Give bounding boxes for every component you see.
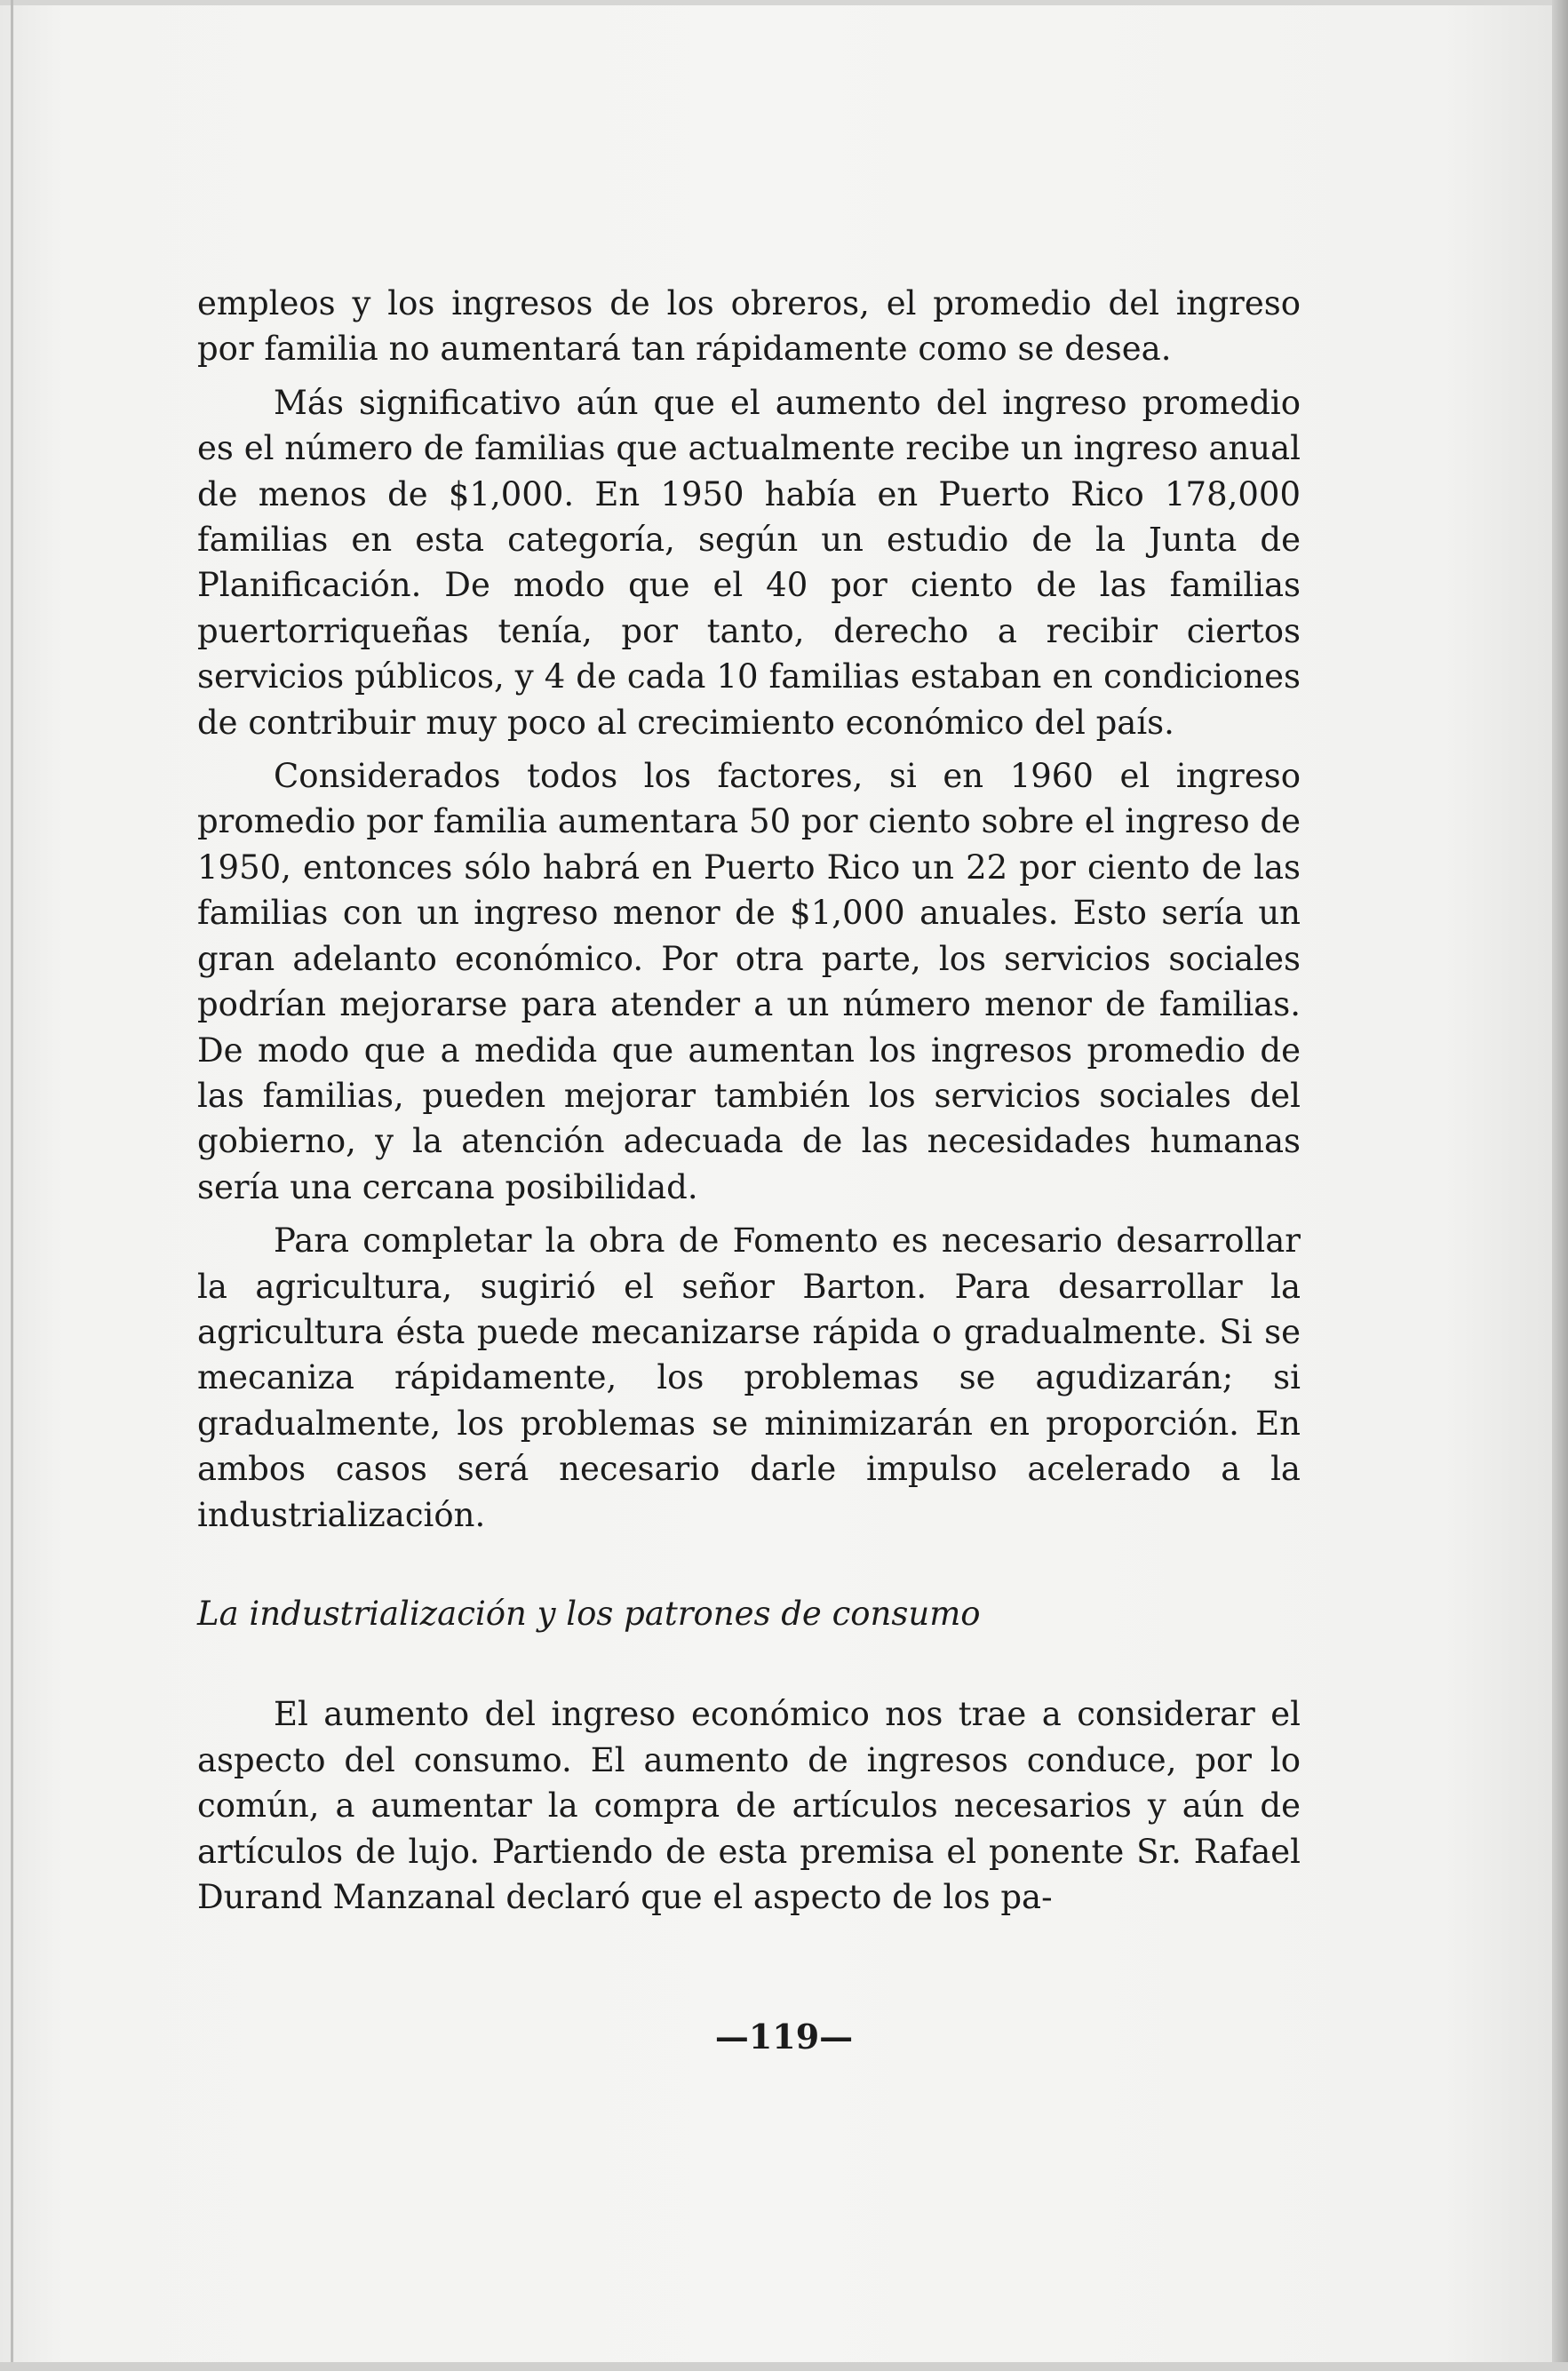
paragraph-consumption: El aumento del ingreso económico nos trae a considerar el aspecto del consumo. El aumento de ingresos conduce, por lo común, a aumentar la compra de artículos necesarios y aún de artículos de lujo. Partiendo de esta premisa el ponente Sr. Rafael Durand Manzanal declaró que el aspecto de los pa- xyxy=(197,1695,1301,1916)
page-number: —119— xyxy=(714,2017,854,2057)
page-edge-bottom xyxy=(0,2362,1568,2371)
paragraph-low-income-families: Más significativo aún que el aumento del ingreso promedio es el número de familias que actualmente recibe un ingreso anual de menos de $1,000. En 1950 había en Puerto Rico 178,000 familias en esta categoría, según un estudio de la Junta de Planificación. De modo que el 40 por ciento de las familias puertorriqueñas tenía, por tanto, derecho a recibir ciertos servicios públicos, y 4 de cada 10 familias estaban en condiciones de contribuir muy poco al crecimiento económico del país. xyxy=(197,383,1301,742)
paragraph-income-projection: Considerados todos los factores, si en 1960 el ingreso promedio por familia aumentara 50 por ciento sobre el ingreso de 1950, entonces sólo habrá en Puerto Rico un 22 por ciento de las familias con un ingreso menor de $1,000 anuales. Esto sería un gran adelanto económico. Por otra parte, los servicios sociales podrían mejorarse para atender a un número menor de familias. De modo que a medida que aumentan los ingresos promedio de las familias, pueden mejorar también los servicios sociales del gobierno, y la atención adecuada de las necesidades humanas sería una cercana posibilidad. xyxy=(197,757,1301,1206)
section-heading: La industrialización y los patrones de consumo xyxy=(197,1594,981,1633)
page-edge-right xyxy=(1552,0,1568,2371)
page-edge-left xyxy=(11,0,13,2371)
paragraph-agriculture: Para completar la obra de Fomento es necesario desarrollar la agricultura, sugirió el señor Barton. Para desarrollar la agricultura ésta puede mecanizarse rápida o gradualmente. Si se mecaniza rápidamente, los problemas se agudizarán; si gradualmente, los problemas se minimizarán en proporción. En ambos casos será necesario darle impulso acelerado a la industrialización. xyxy=(197,1221,1301,1534)
paragraph-continuation: empleos y los ingresos de los obreros, el promedio del ingreso por familia no aumentará tan rápidamente como se desea. xyxy=(197,284,1301,369)
page-edge-top xyxy=(0,0,1568,5)
body-text xyxy=(197,281,1301,1920)
